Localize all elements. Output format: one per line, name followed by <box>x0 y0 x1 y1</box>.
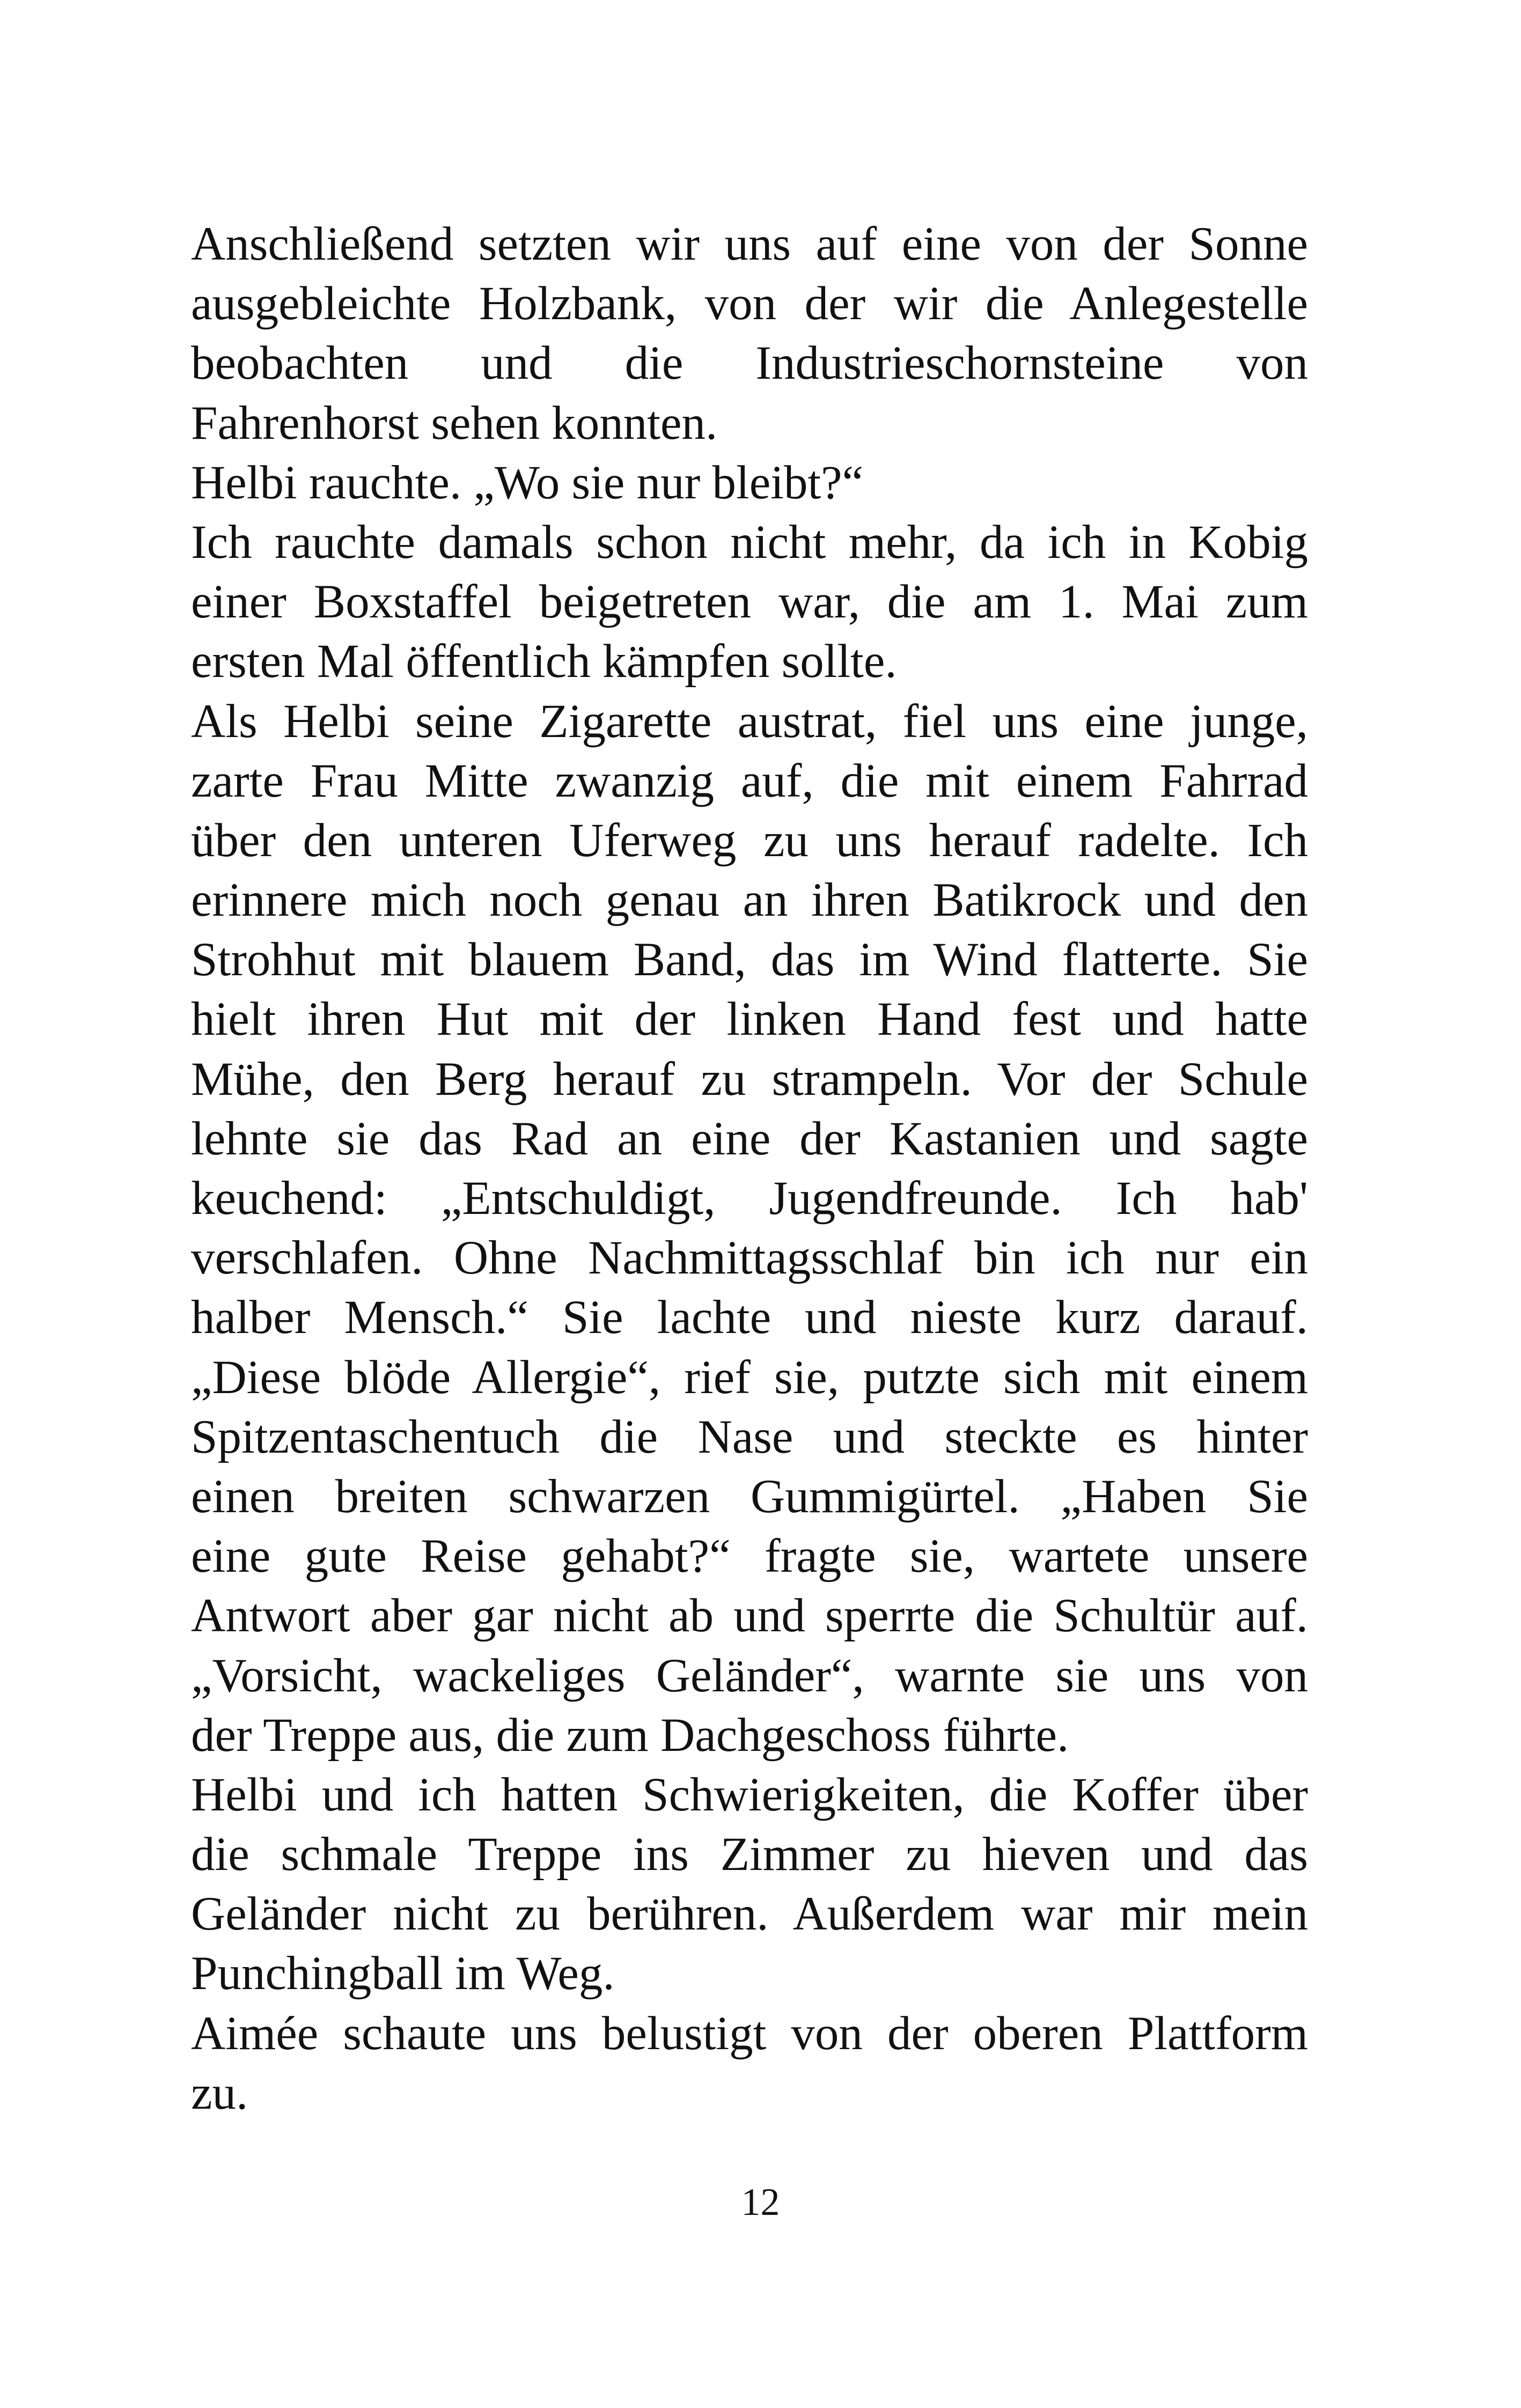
text-line: „Vorsicht, wackeliges Geländer“, warnte sie uns von <box>191 1649 1308 1702</box>
text-line: verschlafen. Ohne Nachmittagsschlaf bin ich nur ein <box>191 1232 1308 1285</box>
text-line: „Diese blöde Allergie“, rief sie, putzte sich mit einem <box>191 1351 1308 1404</box>
text-line: Strohhut mit blauem Band, das im Wind flatterte. Sie <box>191 933 1308 986</box>
text-line: erinnere mich noch genau an ihren Batikrock und den <box>191 874 1308 927</box>
text-line: keuchend: „Entschuldigt, Jugendfreunde. Ich hab' <box>191 1172 1308 1225</box>
text-line: ausgebleichte Holzbank, von der wir die Anlegestelle <box>191 277 1308 330</box>
text-line: Aimée schaute uns belustigt von der oberen Plattform <box>191 2007 1308 2060</box>
text-line: Ich rauchte damals schon nicht mehr, da ich in Kobig <box>191 516 1308 569</box>
text-line: Spitzentaschentuch die Nase und steckte es hinter <box>191 1410 1308 1463</box>
text-line: Geländer nicht zu berühren. Außerdem war mir mein <box>191 1888 1308 1941</box>
text-line: der Treppe aus, die zum Dachgeschoss führte. <box>191 1709 1069 1762</box>
text-line: Helbi und ich hatten Schwierigkeiten, die Koffer über <box>191 1768 1308 1821</box>
text-line: einer Boxstaffel beigetreten war, die am 1. Mai zum <box>191 576 1308 629</box>
text-line: Antwort aber gar nicht ab und sperrte die Schultür auf. <box>191 1589 1308 1643</box>
text-line: einen breiten schwarzen Gummigürtel. „Haben Sie <box>191 1470 1308 1523</box>
text-line: Anschließend setzten wir uns auf eine von der Sonne <box>191 218 1308 270</box>
text-line: Mühe, den Berg herauf zu strampeln. Vor der Schule <box>191 1052 1308 1106</box>
text-line: Als Helbi seine Zigarette austrat, fiel uns eine junge, <box>191 695 1308 748</box>
text-line: Fahrenhorst sehen konnten. <box>191 396 718 450</box>
text-line: ersten Mal öffentlich kämpfen sollte. <box>191 635 897 688</box>
text-line: über den unteren Uferweg zu uns herauf radelte. Ich <box>191 814 1308 867</box>
text-line: halber Mensch.“ Sie lachte und nieste kurz darauf. <box>191 1291 1308 1344</box>
text-line: Helbi rauchte. „Wo sie nur bleibt?“ <box>191 456 864 509</box>
text-line: zu. <box>191 2066 248 2119</box>
body-text <box>191 215 1308 2123</box>
text-line: lehnte sie das Rad an eine der Kastanien und sagte <box>191 1112 1308 1165</box>
text-line: Punchingball im Weg. <box>191 1947 615 2000</box>
text-line: hielt ihren Hut mit der linken Hand fest und hatte <box>191 993 1308 1046</box>
text-line: zarte Frau Mitte zwanzig auf, die mit einem Fahrrad <box>191 754 1308 807</box>
text-line: die schmale Treppe ins Zimmer zu hieven und das <box>191 1828 1308 1881</box>
page-number: 12 <box>741 2181 780 2223</box>
text-line: eine gute Reise gehabt?“ fragte sie, wartete unsere <box>191 1530 1308 1583</box>
text-line: beobachten und die Industrieschornsteine von <box>191 337 1308 390</box>
